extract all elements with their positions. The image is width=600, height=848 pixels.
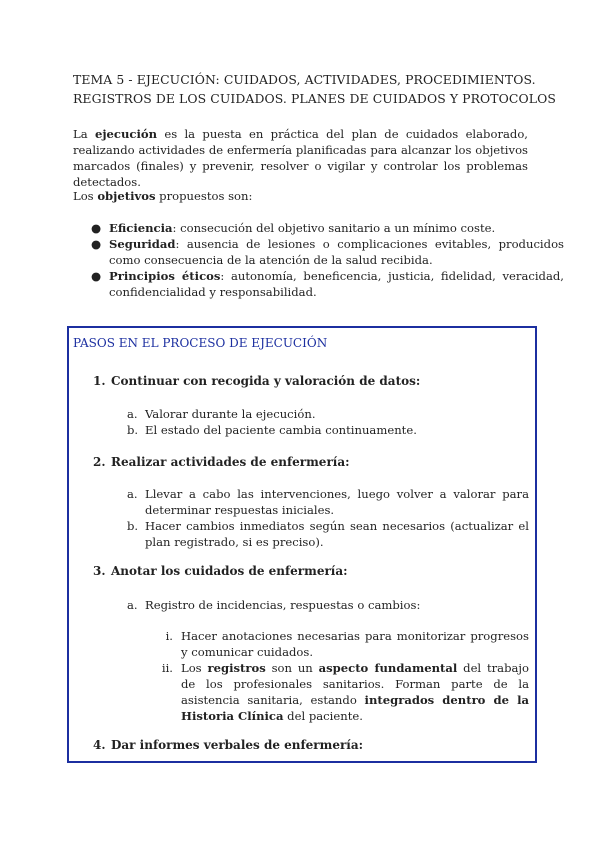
subitem-text: El estado del paciente cambia continuamente. bbox=[145, 423, 417, 437]
steps-box-title: PASOS EN EL PROCESO DE EJECUCIÓN bbox=[73, 336, 328, 350]
step-number: 2. bbox=[93, 455, 106, 469]
objective-item bbox=[91, 220, 564, 236]
subitem-text: Llevar a cabo las intervenciones, luego volver a valorar para determinar respuestas iniciales. bbox=[145, 487, 529, 517]
intro-prefix: La bbox=[73, 127, 88, 141]
intro-bold-term: ejecución bbox=[94, 127, 158, 141]
roman-text: Hacer anotaciones necesarias para monitorizar progresos y comunicar cuidados. bbox=[181, 629, 529, 659]
step-subitem bbox=[127, 518, 529, 550]
objective-term: Principios éticos bbox=[109, 269, 221, 283]
intro-paragraph bbox=[73, 126, 528, 190]
objectives-intro bbox=[73, 188, 528, 204]
step-subitem bbox=[127, 597, 529, 613]
title-line-2: REGISTROS DE LOS CUIDADOS. PLANES DE CUIDADOS Y PROTOCOLOS bbox=[73, 91, 556, 106]
registros-term: registros bbox=[207, 661, 266, 675]
subitem-text: Hacer cambios inmediatos según sean necesarios (actualizar el plan registrado, si es preciso). bbox=[145, 519, 529, 549]
roman-key: ii. bbox=[161, 661, 173, 675]
registros-prefix: Los bbox=[181, 661, 208, 675]
roman-text bbox=[181, 660, 529, 724]
subitem-key: a. bbox=[127, 487, 138, 501]
bullet-icon: ● bbox=[91, 237, 102, 251]
objective-text: : consecución del objetivo sanitario a un mínimo coste. bbox=[172, 221, 496, 235]
bullet-icon: ● bbox=[91, 269, 102, 283]
step-number: 1. bbox=[93, 374, 106, 388]
document-title bbox=[73, 70, 556, 108]
subitem-key: a. bbox=[127, 598, 138, 612]
title-line-1: TEMA 5 - EJECUCIÓN: CUIDADOS, ACTIVIDADES, PROCEDIMIENTOS. bbox=[73, 72, 536, 87]
registros-suffix: del paciente. bbox=[283, 709, 363, 723]
step-label: Continuar con recogida y valoración de datos: bbox=[111, 374, 421, 388]
steps-box bbox=[67, 326, 537, 763]
objective-item bbox=[91, 236, 564, 268]
objectives-prefix: Los bbox=[73, 189, 98, 203]
step-heading bbox=[93, 564, 348, 578]
aspecto-fundamental-term: aspecto fundamental bbox=[318, 661, 458, 675]
step-heading bbox=[93, 374, 420, 388]
objective-text: : autonomía, beneficencia, justicia, fidelidad, veracidad, confidencialidad y responsabilidad. bbox=[109, 269, 564, 299]
step-label: Anotar los cuidados de enfermería: bbox=[111, 564, 348, 578]
bullet-icon: ● bbox=[91, 221, 102, 235]
objectives-bold: objetivos bbox=[97, 189, 156, 203]
subitem-key: a. bbox=[127, 407, 138, 421]
objective-term: Eficiencia bbox=[109, 221, 173, 235]
registros-mid: son un bbox=[265, 661, 319, 675]
objectives-list bbox=[73, 220, 564, 300]
registros-body: del trabajo de los profesionales sanitarios. Forman parte de la asistencia sanitaria, estando bbox=[181, 661, 530, 707]
objective-item bbox=[91, 268, 564, 300]
subitem-text: Valorar durante la ejecución. bbox=[145, 407, 316, 421]
subitem-key: b. bbox=[127, 519, 139, 533]
objective-text: : ausencia de lesiones o complicaciones evitables, producidos como consecuencia de la atención de la salud recibida. bbox=[109, 237, 564, 267]
subitem-key: b. bbox=[127, 423, 139, 437]
objective-term: Seguridad bbox=[109, 237, 176, 251]
step-label: Dar informes verbales de enfermería: bbox=[111, 738, 364, 752]
step-subitem bbox=[127, 406, 529, 422]
subitem-text: Registro de incidencias, respuestas o cambios: bbox=[145, 598, 421, 612]
roman-subitem bbox=[153, 628, 529, 660]
step-number: 4. bbox=[93, 738, 106, 752]
step-number: 3. bbox=[93, 564, 106, 578]
step-subitem bbox=[127, 422, 529, 438]
historia-clinica-term: integrados dentro de la Historia Clínica bbox=[181, 693, 529, 723]
roman-key: i. bbox=[165, 629, 173, 643]
step-heading bbox=[93, 738, 363, 752]
step-subitem bbox=[127, 486, 529, 518]
intro-text: es la puesta en práctica del plan de cuidados elaborado, realizando actividades de enfermería planificadas para alcanzar los objetivos marcados (finales) y prevenir, resolver o vigilar y controlar los problemas detectados. bbox=[73, 127, 528, 189]
roman-subitem bbox=[153, 660, 529, 724]
step-label: Realizar actividades de enfermería: bbox=[111, 455, 350, 469]
objectives-rest: propuestos son: bbox=[155, 189, 253, 203]
step-heading bbox=[93, 455, 350, 469]
